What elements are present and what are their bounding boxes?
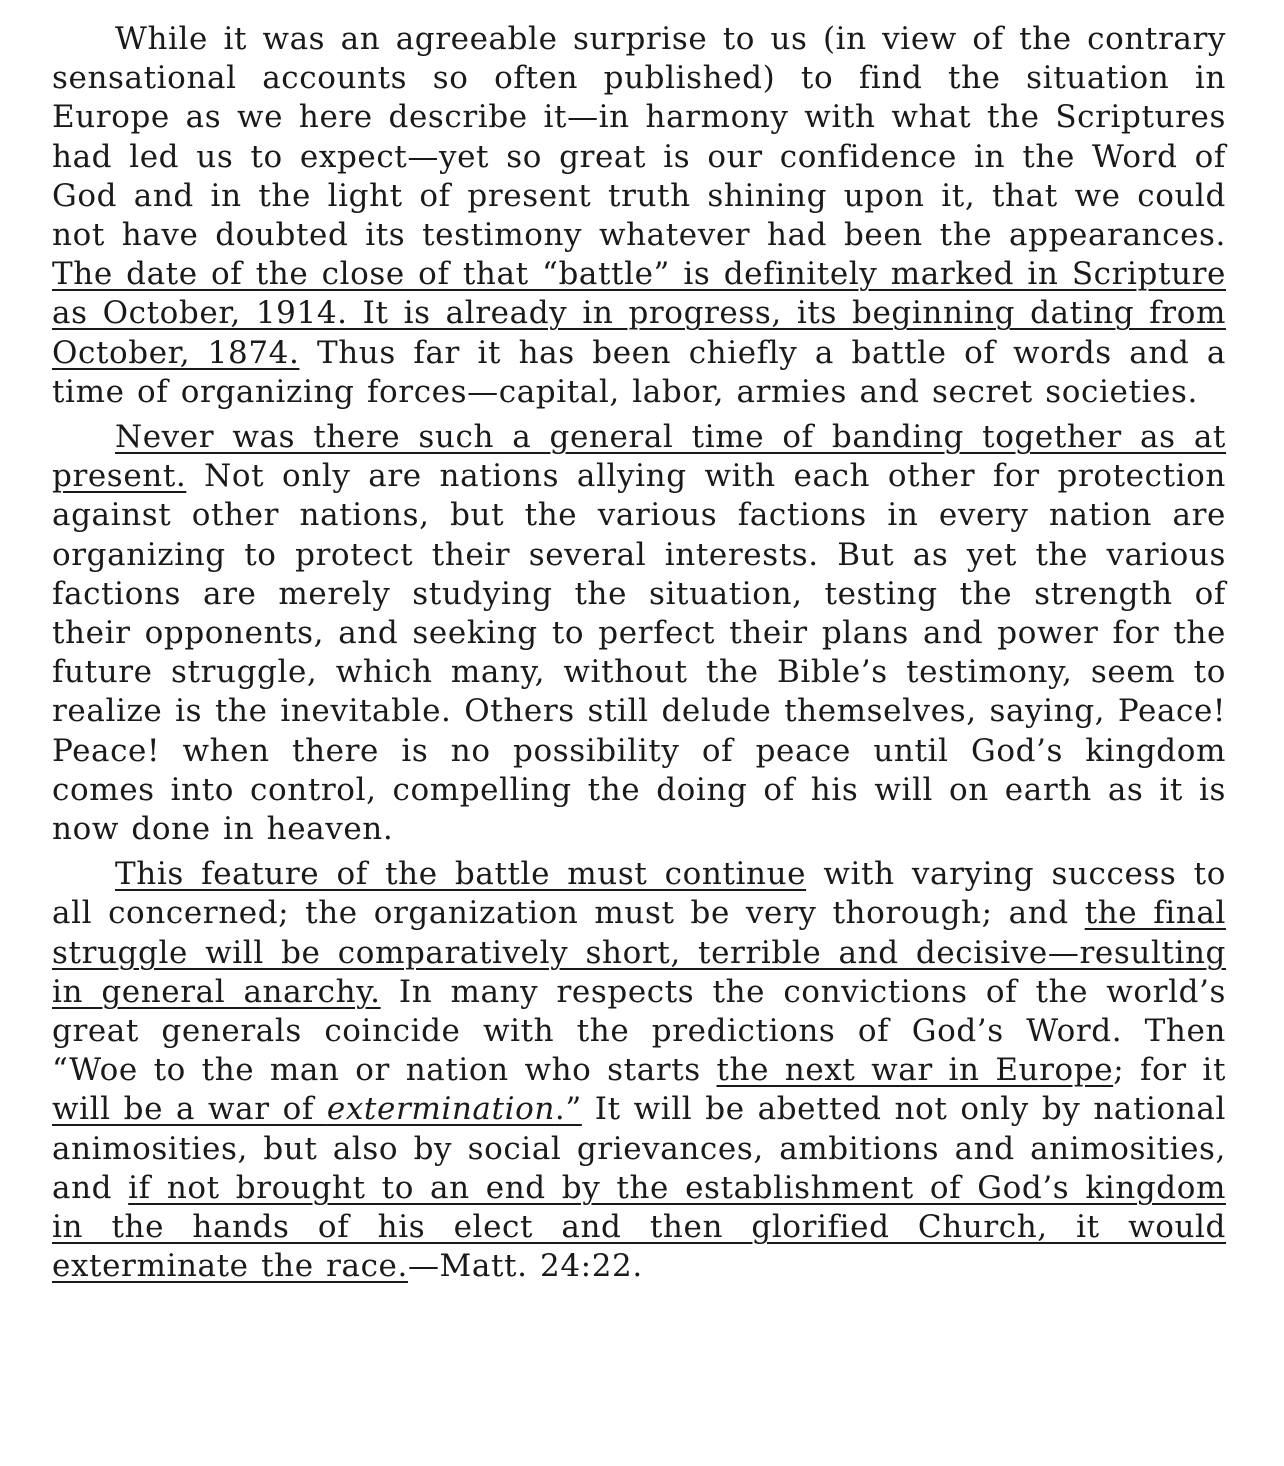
paragraph-3-run-4: In many respects the convictions of the world’s great generals coincide with the predictions of God’s Word. Then “Woe to the man or nation who starts [52, 973, 1227, 1089]
paragraph-3-run-3-underlined: the final struggle will be comparatively short, terrible and decisive—resulting in general anarchy. [52, 895, 1226, 1010]
paragraph-3-run-9-underlined: .” [554, 1091, 582, 1128]
text-body [52, 20, 1226, 1287]
paragraph-3-run-8-italic-underlined: extermination [326, 1091, 555, 1128]
paragraph-3-run-5-underlined: the next war in Europe [716, 1052, 1114, 1089]
paragraph-2 [52, 418, 1226, 849]
paragraph-3 [52, 855, 1226, 1286]
paragraph-3-run-7-underlined: will be a war of [52, 1091, 327, 1128]
paragraph-2-run-1-underlined: Never was there such a general time of banding together as at present. [52, 419, 1226, 495]
paragraph-3-run-11-underlined: if not brought to an end by the establishment of God’s kingdom in the hands of his elect and then glorified Church, it would exterminate the race. [52, 1169, 1226, 1285]
paragraph-3-run-2: with varying success to all concerned; the organization must be very thorough; and [52, 856, 1226, 932]
paragraph-1-run-3: Thus far it has been chiefly a battle of words and a time of organizing forces—capital, labor, armies and secret societies. [52, 334, 1226, 410]
paragraph-1 [52, 20, 1226, 412]
paragraph-2-run-2: Not only are nations allying with each other for protection against other nations, but the various factions in every nation are organizing to protect their several interests. But as yet the various factions are merely studying the situation, testing the strength of their opponents, and seeking to perfect their plans and power for the future struggle, which many, without the Bible’s testimony, seem to realize is the inevitable. Others still delude themselves, saying, Peace! Peace! when there is no possibility of peace until God’s kingdom comes into control, compelling the doing of his will on earth as it is now done in heaven. [52, 458, 1226, 848]
paragraph-3-run-12: —Matt. 24:22. [407, 1248, 643, 1285]
paragraph-3-run-1-underlined: This feature of the battle must continue [115, 856, 807, 893]
paragraph-3-run-10: It will be abetted not only by national animosities, but also by social grievances, ambitions and animosities, and [52, 1091, 1226, 1206]
paragraph-1-run-1: While it was an agreeable surprise to us (in view of the contrary sensational accounts so often published) to find the situation in Europe as we here describe it—in harmony with what the Scriptures had led us to expect—yet so great is our confidence in the Word of God and in the light of present truth shining upon it, that we could not have doubted its testimony whatever had been the appearances. [52, 21, 1226, 254]
paragraph-1-run-2-underlined: The date of the close of that “battle” is definitely marked in Scripture as October, 1914. It is already in progress, its beginning dating from October, 1874. [52, 256, 1226, 371]
paragraph-3-run-6: ; for it [1113, 1052, 1226, 1089]
